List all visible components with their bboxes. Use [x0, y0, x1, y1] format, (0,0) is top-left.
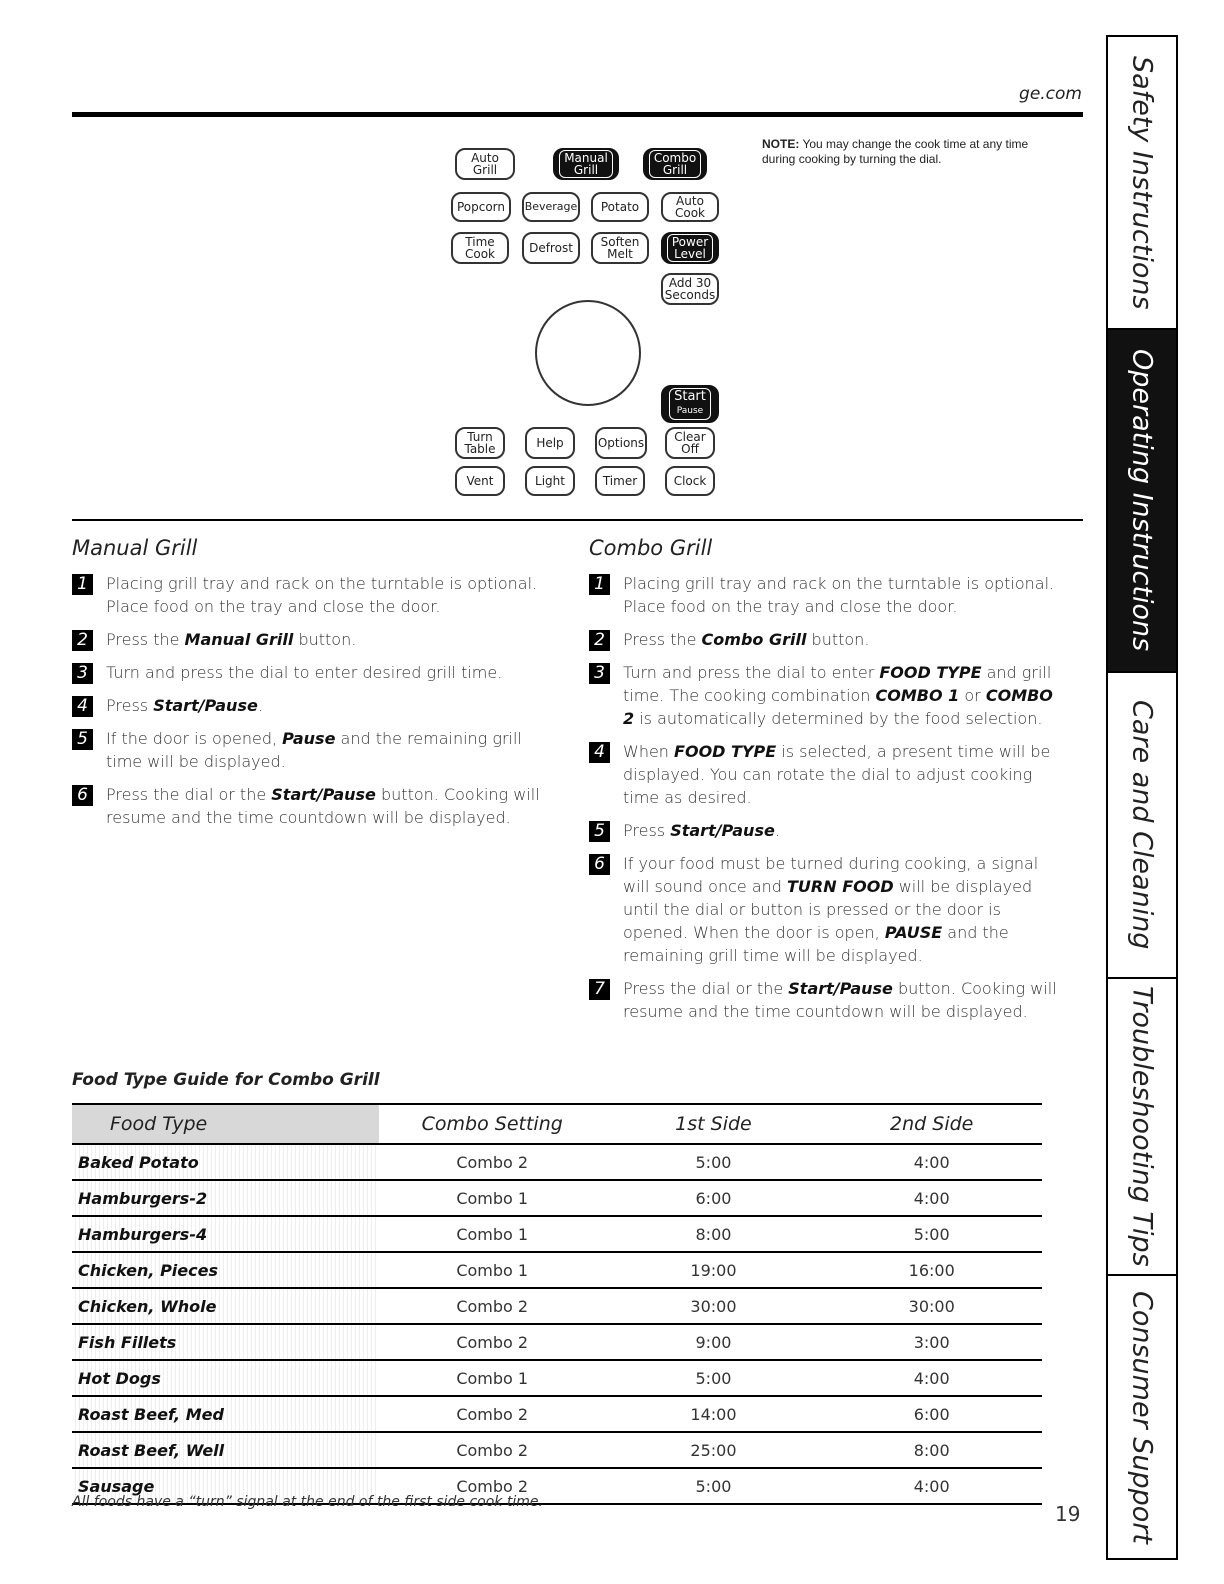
step-text: is selected, a present time will be displayed. You can rotate the dial to adjust cooking time as desired. — [623, 742, 1051, 807]
cell-first-side: 19:00 — [606, 1252, 822, 1288]
cell-second-side: 5:00 — [821, 1216, 1042, 1252]
step-text: and grill time. The cooking combination — [623, 663, 1052, 705]
step-text: Turn and press the dial to enter — [623, 663, 880, 682]
vent-button[interactable]: Vent — [455, 466, 505, 496]
step-item — [589, 740, 1069, 809]
cell-food-type: Hamburgers-4 — [72, 1216, 379, 1252]
manual-grill-title: Manual Grill — [72, 536, 198, 560]
step-item — [589, 819, 1069, 842]
step-text: Press the — [623, 630, 702, 649]
cell-first-side: 5:00 — [606, 1144, 822, 1180]
food-type-table — [72, 1103, 1042, 1505]
header-first-side: 1st Side — [606, 1104, 822, 1144]
step-number: 3 — [72, 663, 93, 684]
step-text: When — [623, 742, 675, 761]
step-text: Press the dial or the — [623, 979, 789, 998]
header-second-side: 2nd Side — [821, 1104, 1042, 1144]
beverage-button[interactable]: Beverage — [522, 192, 580, 222]
table-row — [72, 1324, 1042, 1360]
step-emphasis: COMBO 1 — [875, 686, 960, 705]
cell-combo-setting: Combo 2 — [379, 1396, 606, 1432]
cell-first-side: 5:00 — [606, 1468, 822, 1504]
step-number: 6 — [72, 785, 93, 806]
step-number: 7 — [589, 979, 610, 1000]
options-button[interactable]: Options — [595, 427, 647, 459]
table-row — [72, 1216, 1042, 1252]
step-number: 2 — [72, 630, 93, 651]
cell-second-side: 6:00 — [821, 1396, 1042, 1432]
step-text: or — [959, 686, 986, 705]
cell-food-type: Roast Beef, Med — [72, 1396, 379, 1432]
step-emphasis: Start/Pause — [271, 785, 376, 804]
table-row — [72, 1432, 1042, 1468]
step-emphasis: FOOD TYPE — [674, 742, 777, 761]
tab-care-and-cleaning[interactable]: Care and Cleaning — [1108, 673, 1176, 979]
power-level-button[interactable]: Power Level — [661, 232, 719, 264]
manual-grill-section — [72, 536, 562, 839]
step-item — [72, 628, 562, 651]
table-row — [72, 1180, 1042, 1216]
cell-first-side: 5:00 — [606, 1360, 822, 1396]
step-number: 3 — [589, 663, 610, 684]
step-text: is automatically determined by the food selection. — [634, 709, 1043, 728]
cell-food-type: Sausage — [72, 1468, 379, 1504]
step-emphasis: TURN FOOD — [787, 877, 894, 896]
cell-second-side: 4:00 — [821, 1144, 1042, 1180]
cell-combo-setting: Combo 1 — [379, 1180, 606, 1216]
cell-combo-setting: Combo 2 — [379, 1144, 606, 1180]
table-row — [72, 1252, 1042, 1288]
note: NOTE: You may change the cook time at any time during cooking by turning the dial. — [762, 137, 1029, 166]
cell-first-side: 6:00 — [606, 1180, 822, 1216]
defrost-button[interactable]: Defrost — [522, 232, 580, 264]
table-title: Food Type Guide for Combo Grill — [72, 1070, 380, 1090]
tab-safety-instructions[interactable]: Safety Instructions — [1108, 37, 1176, 330]
help-button[interactable]: Help — [525, 427, 575, 459]
potato-button[interactable]: Potato — [591, 192, 649, 222]
start-pause-button[interactable]: Start Pause — [661, 385, 719, 423]
step-text: will be displayed until the dial or button is pressed or the door is opened. When the door is open, — [623, 877, 1033, 942]
popcorn-button[interactable]: Popcorn — [451, 192, 511, 222]
table-row — [72, 1144, 1042, 1180]
cell-second-side: 16:00 — [821, 1252, 1042, 1288]
step-item — [72, 783, 562, 829]
step-number: 5 — [589, 821, 610, 842]
step-item — [589, 628, 1069, 651]
cell-combo-setting: Combo 2 — [379, 1324, 606, 1360]
combo-grill-section — [589, 536, 1069, 1033]
step-text: Press the — [106, 630, 185, 649]
step-emphasis: Pause — [282, 729, 336, 748]
step-text: . — [257, 696, 263, 715]
cell-food-type: Hot Dogs — [72, 1360, 379, 1396]
table-footnote: All foods have a “turn” signal at the end of the first side cook time. — [72, 1494, 543, 1510]
cell-combo-setting: Combo 2 — [379, 1432, 606, 1468]
step-emphasis: Combo Grill — [701, 630, 807, 649]
site-url: ge.com — [1019, 84, 1082, 104]
step-number: 6 — [589, 854, 610, 875]
step-text: button. — [806, 630, 870, 649]
step-text: button. Cooking will resume and the time countdown will be displayed. — [106, 785, 540, 827]
cell-food-type: Chicken, Pieces — [72, 1252, 379, 1288]
step-text: Placing grill tray and rack on the turntable is optional. Place food on the tray and close the door. — [623, 574, 1055, 616]
step-item — [72, 661, 562, 684]
cell-combo-setting: Combo 2 — [379, 1468, 606, 1504]
step-emphasis: COMBO 2 — [623, 686, 1053, 728]
add-30-seconds-button[interactable]: Add 30 Seconds — [661, 273, 719, 305]
step-text: Turn and press the dial to enter desired grill time. — [106, 663, 503, 682]
step-item — [72, 727, 562, 773]
table-row — [72, 1396, 1042, 1432]
cell-combo-setting: Combo 1 — [379, 1216, 606, 1252]
step-number: 5 — [72, 729, 93, 750]
step-item — [72, 694, 562, 717]
cell-food-type: Baked Potato — [72, 1144, 379, 1180]
turn-table-button[interactable]: Turn Table — [455, 427, 505, 459]
auto-grill-button[interactable]: Auto Grill — [455, 148, 515, 180]
step-text: If the door is opened, — [106, 729, 283, 748]
step-text: and the remaining grill time will be displayed. — [106, 729, 522, 771]
control-dial[interactable] — [535, 300, 641, 406]
step-text: button. — [293, 630, 357, 649]
table-row — [72, 1360, 1042, 1396]
step-number: 1 — [589, 574, 610, 595]
step-number: 4 — [589, 742, 610, 763]
step-item — [589, 852, 1069, 967]
manual-grill-button[interactable]: Manual Grill — [553, 148, 619, 180]
step-text: Press — [106, 696, 154, 715]
step-item — [589, 572, 1069, 618]
step-item — [72, 572, 562, 618]
step-emphasis: PAUSE — [884, 923, 943, 942]
table-header-row — [72, 1104, 1042, 1144]
step-text: and the remaining grill time will be displayed. — [623, 923, 1009, 965]
step-text: . — [774, 821, 780, 840]
step-text: Press — [623, 821, 671, 840]
tab-operating-instructions[interactable]: Operating Instructions — [1108, 330, 1176, 673]
step-emphasis: Start/Pause — [153, 696, 258, 715]
step-text: button. Cooking will resume and the time countdown will be displayed. — [623, 979, 1057, 1021]
step-number: 4 — [72, 696, 93, 717]
cell-second-side: 4:00 — [821, 1468, 1042, 1504]
cell-second-side: 8:00 — [821, 1432, 1042, 1468]
cell-combo-setting: Combo 1 — [379, 1360, 606, 1396]
cell-first-side: 9:00 — [606, 1324, 822, 1360]
step-text: Press the dial or the — [106, 785, 272, 804]
timer-button[interactable]: Timer — [595, 466, 645, 496]
time-cook-button[interactable]: Time Cook — [451, 232, 509, 264]
tab-consumer-support[interactable]: Consumer Support — [1126, 1290, 1158, 1544]
cell-second-side: 30:00 — [821, 1288, 1042, 1324]
step-number: 1 — [72, 574, 93, 595]
section-rule — [72, 519, 1083, 521]
step-item — [589, 977, 1069, 1023]
combo-grill-title: Combo Grill — [589, 536, 713, 560]
cell-combo-setting: Combo 2 — [379, 1288, 606, 1324]
cell-first-side: 30:00 — [606, 1288, 822, 1324]
section-tabs — [1106, 35, 1178, 1560]
clock-button[interactable]: Clock — [665, 466, 715, 496]
light-button[interactable]: Light — [525, 466, 575, 496]
soften-melt-button[interactable]: Soften Melt — [591, 232, 649, 264]
cell-second-side: 4:00 — [821, 1180, 1042, 1216]
step-emphasis: Start/Pause — [788, 979, 893, 998]
step-text: Placing grill tray and rack on the turntable is optional. Place food on the tray and close the door. — [106, 574, 538, 616]
step-number: 2 — [589, 630, 610, 651]
header-rule — [72, 112, 1083, 117]
cell-second-side: 4:00 — [821, 1360, 1042, 1396]
tab-troubleshooting-tips[interactable]: Troubleshooting Tips — [1108, 979, 1176, 1276]
cell-first-side: 25:00 — [606, 1432, 822, 1468]
step-item — [589, 661, 1069, 730]
cell-second-side: 3:00 — [821, 1324, 1042, 1360]
step-emphasis: FOOD TYPE — [879, 663, 982, 682]
clear-off-button[interactable]: Clear Off — [665, 427, 715, 459]
combo-grill-button[interactable]: Combo Grill — [643, 148, 707, 180]
cell-food-type: Hamburgers-2 — [72, 1180, 379, 1216]
table-row — [72, 1288, 1042, 1324]
page-number: 19 — [1055, 1502, 1081, 1526]
header-food-type: Food Type — [72, 1104, 379, 1144]
auto-cook-button[interactable]: Auto Cook — [661, 192, 719, 222]
cell-food-type: Fish Fillets — [72, 1324, 379, 1360]
cell-first-side: 8:00 — [606, 1216, 822, 1252]
header-combo-setting: Combo Setting — [379, 1104, 606, 1144]
cell-combo-setting: Combo 1 — [379, 1252, 606, 1288]
cell-food-type: Roast Beef, Well — [72, 1432, 379, 1468]
control-panel-diagram — [440, 140, 740, 510]
cell-first-side: 14:00 — [606, 1396, 822, 1432]
step-text: If your food must be turned during cooking, a signal will sound once and — [623, 854, 1039, 896]
step-emphasis: Manual Grill — [184, 630, 294, 649]
step-emphasis: Start/Pause — [670, 821, 775, 840]
cell-food-type: Chicken, Whole — [72, 1288, 379, 1324]
